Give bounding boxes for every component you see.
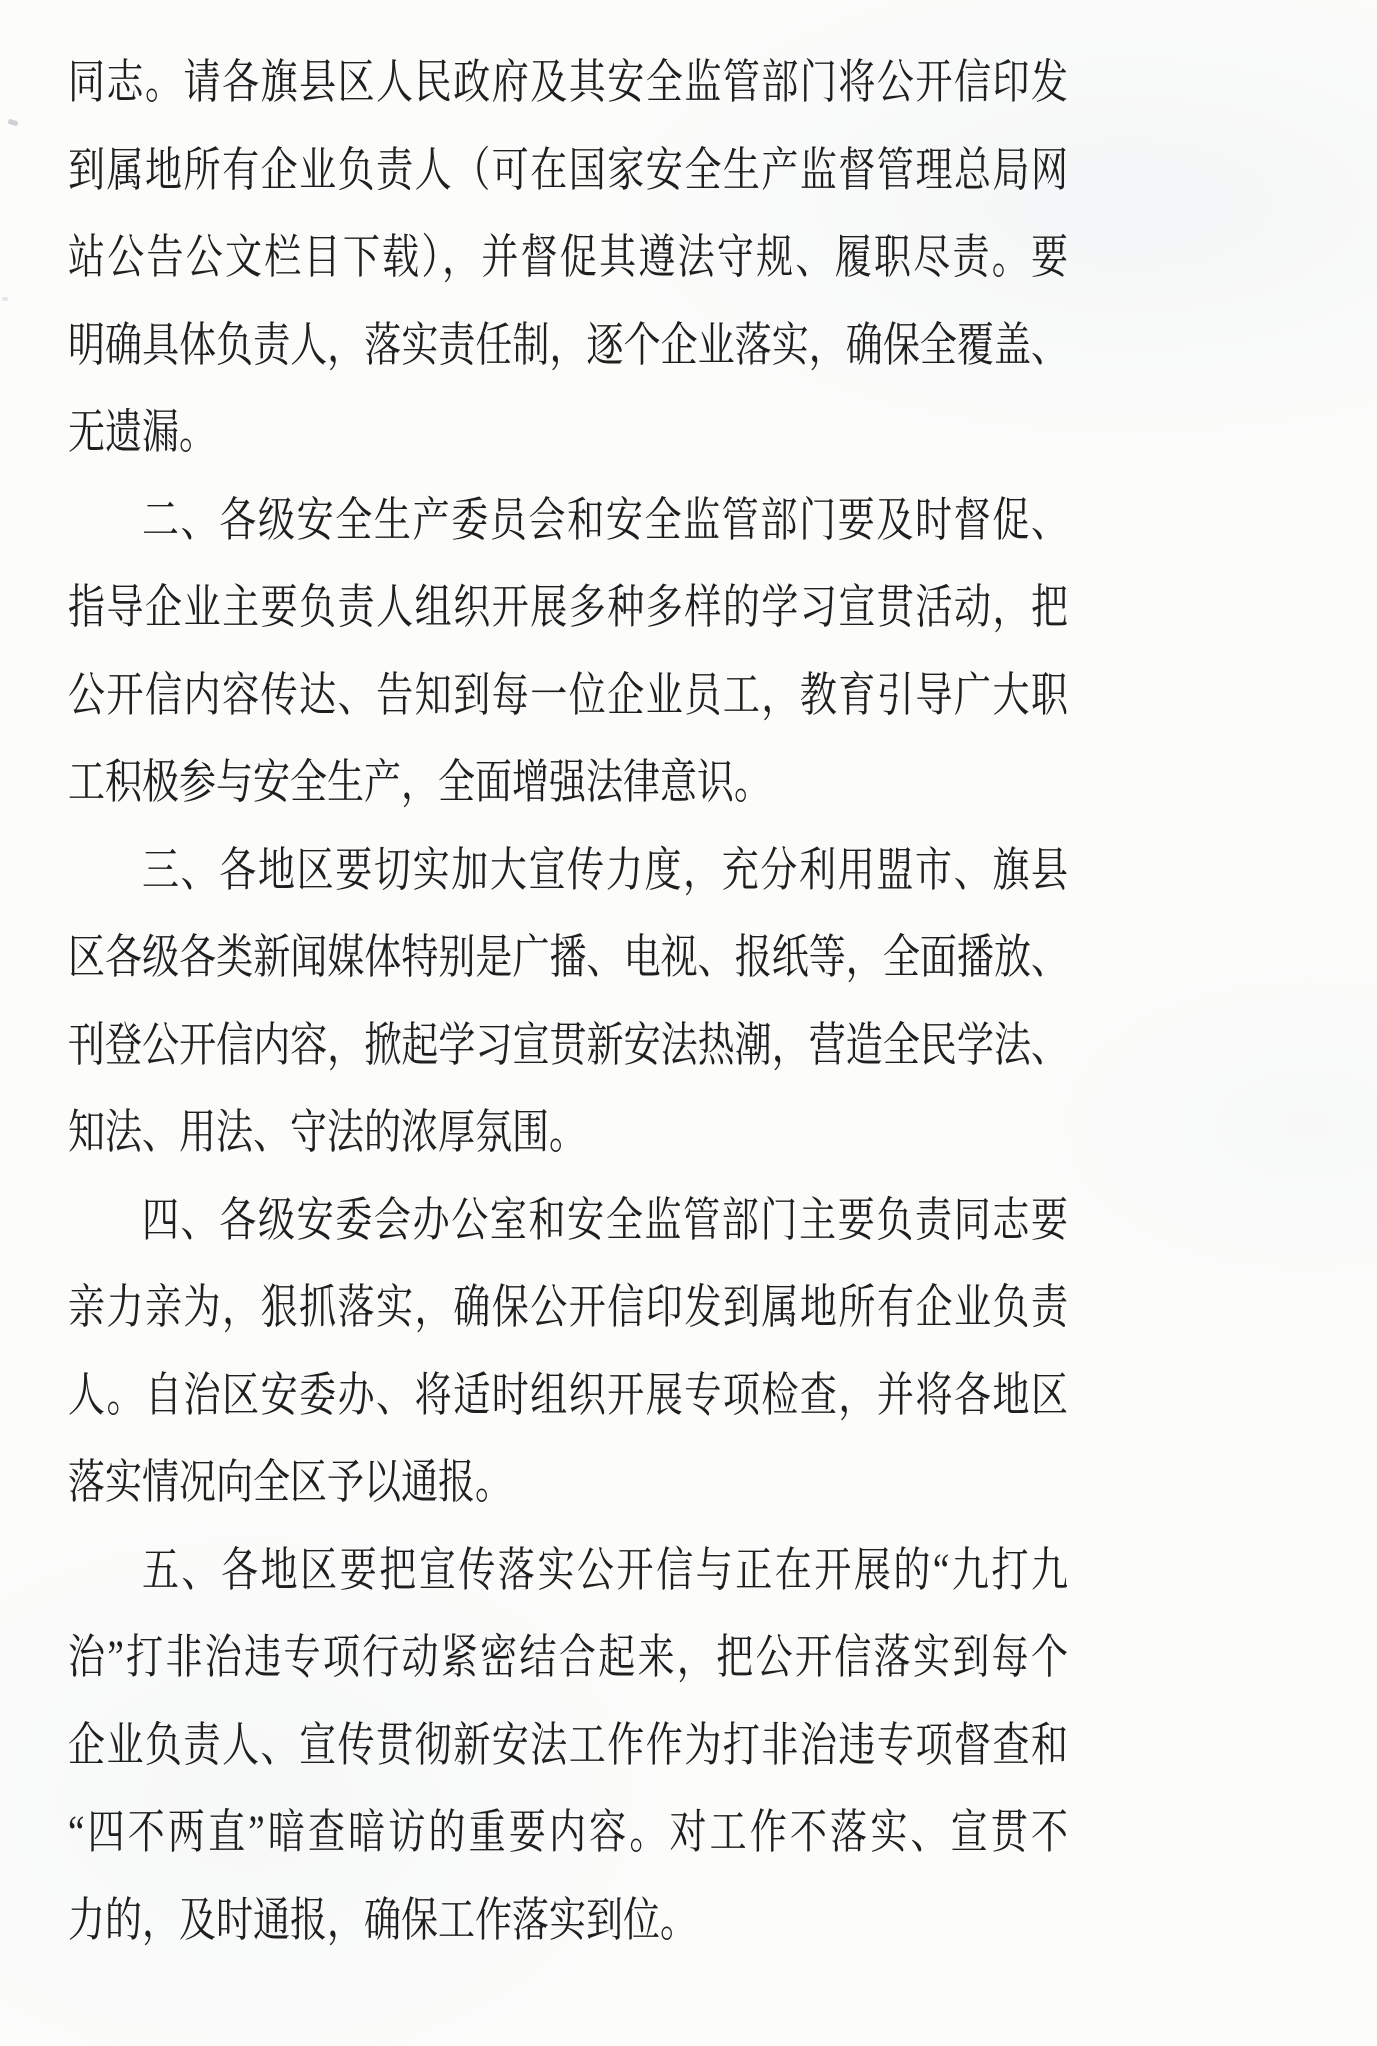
text-line-14: 四、各级安委会办公室和安全监管部门主要负责同志要 — [142, 1194, 1068, 1248]
text-line-13: 知法、用法、守法的浓厚氛围。 — [68, 1107, 586, 1160]
text-line-12: 刊登公开信内容，掀起学习宣贯新安法热潮，营造全民学法、 — [68, 1019, 1068, 1073]
text-line-19: 治”打非治违专项行动紧密结合起来，把公开信落实到每个 — [68, 1632, 1068, 1685]
text-line-20: 企业负责人、宣传贯彻新安法工作作为打非治违专项督查和 — [68, 1719, 1068, 1773]
text-line-4: 明确具体负责人，落实责任制，逐个企业落实，确保全覆盖、 — [68, 319, 1068, 373]
text-line-1: 同志。请各旗县区人民政府及其安全监管部门将公开信印发 — [68, 57, 1068, 110]
text-line-15: 亲力亲为，狠抓落实，确保公开信印发到属地所有企业负责 — [68, 1282, 1068, 1335]
text-line-8: 公开信内容传达、告知到每一位企业员工，教育引导广大职 — [68, 669, 1068, 723]
document-body — [68, 40, 1068, 1965]
scan-artifact-speck — [2, 297, 8, 301]
text-line-7: 指导企业主要负责人组织开展多种多样的学习宣贯活动，把 — [68, 582, 1068, 635]
text-line-5: 无遗漏。 — [68, 407, 216, 460]
text-line-10: 三、各地区要切实加大宣传力度，充分利用盟市、旗县 — [142, 844, 1068, 898]
text-line-17: 落实情况向全区予以通报。 — [68, 1457, 512, 1510]
scan-artifact-speck — [7, 119, 18, 127]
text-line-2: 到属地所有企业负责人（可在国家安全生产监督管理总局网 — [68, 144, 1068, 198]
text-line-18: 五、各地区要把宣传落实公开信与正在开展的“九打九 — [142, 1544, 1068, 1598]
text-line-3: 站公告公文栏目下载），并督促其遵法守规、履职尽责。要 — [68, 232, 1068, 285]
text-line-21: “四不两直”暗查暗访的重要内容。对工作不落实、宣贯不 — [68, 1807, 1068, 1860]
text-line-22: 力的，及时通报，确保工作落实到位。 — [68, 1894, 697, 1948]
text-line-11: 区各级各类新闻媒体特别是广播、电视、报纸等，全面播放、 — [68, 932, 1068, 985]
text-line-6: 二、各级安全生产委员会和安全监管部门要及时督促、 — [142, 494, 1068, 548]
text-line-16: 人。自治区安委办、将适时组织开展专项检查，并将各地区 — [68, 1369, 1068, 1423]
text-line-9: 工积极参与安全生产，全面增强法律意识。 — [68, 757, 771, 810]
